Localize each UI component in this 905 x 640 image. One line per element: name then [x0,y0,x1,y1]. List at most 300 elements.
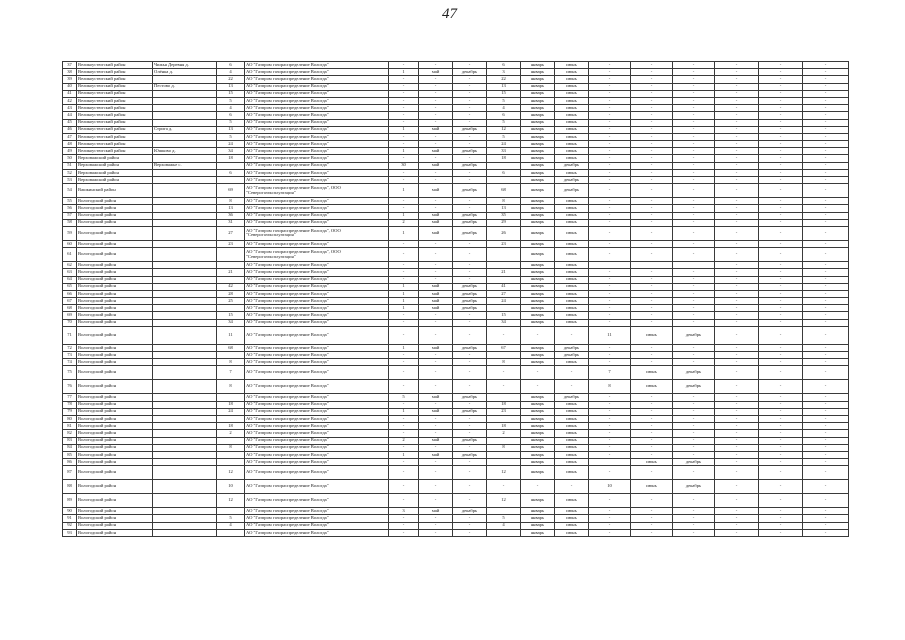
table-row [63,276,849,283]
table-row [63,494,849,508]
col-i-cell: - [673,283,715,290]
table-row [63,352,849,359]
col-l-cell: - [803,444,849,451]
district-cell: Вологодский район [77,262,153,269]
settlement-cell: Пестово д. [153,83,217,90]
count-cell: 68 [217,344,245,351]
col-a-cell: 5 [389,394,419,401]
row-number: 37 [63,62,77,69]
table-row [63,69,849,76]
col-l-cell: - [803,459,849,466]
col-g-cell: - [589,177,631,184]
col-e-cell: январь [521,359,555,366]
col-j-cell: - [715,105,759,112]
col-g-cell: 7 [589,366,631,380]
col-f-cell: июнь [555,269,589,276]
row-number: 73 [63,352,77,359]
col-a-cell: - [389,83,419,90]
settlement-cell [153,198,217,205]
col-i-cell: декабрь [673,326,715,344]
count-cell: 8 [217,359,245,366]
col-l-cell: - [803,380,849,394]
col-j-cell: - [715,283,759,290]
col-e-cell: январь [521,97,555,104]
settlement-cell [153,226,217,240]
col-c-cell: - [453,326,487,344]
col-h-cell: - [631,508,673,515]
row-number: 57 [63,212,77,219]
settlement-cell [153,276,217,283]
col-g-cell: - [589,430,631,437]
col-d-cell: 5 [487,97,521,104]
col-i-cell: - [673,141,715,148]
col-g-cell: 11 [589,326,631,344]
col-g-cell: - [589,119,631,126]
organization-cell: АО "Газпром газораспределение Вологда" [245,69,389,76]
col-e-cell: январь [521,344,555,351]
col-a-cell: 1 [389,408,419,415]
col-d-cell: 67 [487,344,521,351]
district-cell: Великоустюгский район [77,112,153,119]
organization-cell: АО "Газпром газораспределение Вологда" [245,276,389,283]
col-k-cell: - [759,394,803,401]
organization-cell: АО "Газпром газораспределение Вологда" [245,177,389,184]
col-j-cell: - [715,401,759,408]
col-e-cell: - [521,380,555,394]
col-f-cell: декабрь [555,177,589,184]
col-i-cell: - [673,319,715,326]
col-k-cell: - [759,112,803,119]
col-i-cell: - [673,133,715,140]
col-g-cell: - [589,162,631,169]
col-c-cell: - [453,177,487,184]
col-a-cell: - [389,430,419,437]
count-cell: 6 [217,62,245,69]
col-k-cell: - [759,105,803,112]
col-k-cell: - [759,305,803,312]
settlement-cell [153,359,217,366]
col-k-cell: - [759,219,803,226]
district-cell: Великоустюгский район [77,148,153,155]
settlement-cell [153,430,217,437]
col-h-cell: - [631,155,673,162]
col-l-cell: - [803,437,849,444]
col-h-cell: - [631,423,673,430]
count-cell [217,177,245,184]
col-l-cell: - [803,262,849,269]
col-h-cell: - [631,112,673,119]
row-number: 84 [63,444,77,451]
col-f-cell: декабрь [555,352,589,359]
row-number: 63 [63,269,77,276]
table-row [63,522,849,529]
row-number: 91 [63,515,77,522]
table-row [63,90,849,97]
col-c-cell: - [453,515,487,522]
col-d-cell: 22 [487,76,521,83]
col-g-cell: - [589,83,631,90]
row-number: 86 [63,459,77,466]
organization-cell: АО "Газпром газораспределение Вологда" [245,105,389,112]
row-number: 83 [63,437,77,444]
col-i-cell: - [673,415,715,422]
col-c-cell: - [453,240,487,247]
col-i-cell: - [673,198,715,205]
col-l-cell: - [803,119,849,126]
organization-cell: АО "Газпром газораспределение Вологда" [245,298,389,305]
col-b-cell: - [419,177,453,184]
settlement-cell [153,177,217,184]
col-b-cell: - [419,141,453,148]
col-a-cell: - [389,76,419,83]
col-c-cell: - [453,359,487,366]
col-i-cell: - [673,522,715,529]
col-c-cell: - [453,141,487,148]
row-number: 65 [63,283,77,290]
col-k-cell: - [759,430,803,437]
district-cell: Вологодский район [77,319,153,326]
organization-cell: АО "Газпром газораспределение Вологда" [245,148,389,155]
count-cell: 18 [217,155,245,162]
col-d-cell [487,451,521,458]
col-f-cell: декабрь [555,184,589,198]
col-c-cell: - [453,352,487,359]
col-g-cell: - [589,126,631,133]
col-h-cell: июнь [631,480,673,494]
col-g-cell [589,459,631,466]
settlement-cell [153,290,217,297]
col-l-cell: - [803,326,849,344]
col-i-cell: - [673,148,715,155]
district-cell: Верховажский район [77,155,153,162]
table-row [63,466,849,480]
col-k-cell: - [759,344,803,351]
col-l-cell: - [803,451,849,458]
count-cell: 18 [217,423,245,430]
col-l-cell: - [803,148,849,155]
col-l-cell: - [803,366,849,380]
col-c-cell: декабрь [453,219,487,226]
table-row [63,212,849,219]
col-a-cell: - [389,522,419,529]
col-a-cell: 1 [389,305,419,312]
col-b-cell: - [419,352,453,359]
row-number: 85 [63,451,77,458]
col-f-cell: июнь [555,119,589,126]
col-f-cell: июнь [555,430,589,437]
col-e-cell: январь [521,290,555,297]
col-d-cell: 8 [487,359,521,366]
col-e-cell: январь [521,466,555,480]
col-f-cell: июнь [555,529,589,536]
district-cell: Вологодский район [77,276,153,283]
settlement-cell [153,219,217,226]
settlement-cell [153,352,217,359]
col-c-cell: декабрь [453,126,487,133]
col-i-cell: - [673,276,715,283]
col-c-cell: декабрь [453,305,487,312]
col-g-cell: - [589,408,631,415]
col-b-cell: - [419,312,453,319]
col-j-cell: - [715,69,759,76]
organization-cell: АО "Газпром газораспределение Вологда" [245,444,389,451]
col-f-cell: июнь [555,298,589,305]
organization-cell: АО "Газпром газораспределение Вологда" [245,83,389,90]
col-c-cell: - [453,119,487,126]
col-f-cell: июнь [555,248,589,262]
count-cell: 6 [217,112,245,119]
col-e-cell: январь [521,226,555,240]
col-a-cell: - [389,133,419,140]
col-e-cell: январь [521,529,555,536]
count-cell: 27 [217,226,245,240]
count-cell: 4 [217,522,245,529]
col-e-cell: январь [521,262,555,269]
col-h-cell: - [631,451,673,458]
district-cell: Великоустюгский район [77,69,153,76]
col-b-cell: - [419,326,453,344]
col-k-cell: - [759,198,803,205]
col-e-cell: январь [521,198,555,205]
table-row [63,248,849,262]
col-f-cell: июнь [555,401,589,408]
col-e-cell: январь [521,319,555,326]
col-e-cell: январь [521,133,555,140]
col-i-cell: - [673,69,715,76]
col-e-cell: - [521,326,555,344]
col-d-cell [487,177,521,184]
col-k-cell: - [759,380,803,394]
col-b-cell: - [419,262,453,269]
col-j-cell: - [715,319,759,326]
col-i-cell: - [673,508,715,515]
count-cell: 22 [217,76,245,83]
count-cell: 42 [217,283,245,290]
col-i-cell: - [673,312,715,319]
col-h-cell: - [631,177,673,184]
col-b-cell: - [419,169,453,176]
col-c-cell: декабрь [453,451,487,458]
col-h-cell [631,262,673,269]
col-d-cell [487,262,521,269]
col-h-cell: - [631,290,673,297]
col-e-cell: январь [521,155,555,162]
col-l-cell: - [803,133,849,140]
col-i-cell: - [673,177,715,184]
col-c-cell: - [453,90,487,97]
col-c-cell: - [453,522,487,529]
settlement-cell [153,466,217,480]
col-f-cell: июнь [555,515,589,522]
col-g-cell: - [589,423,631,430]
col-j-cell: - [715,437,759,444]
settlement-cell [153,141,217,148]
col-j-cell: - [715,148,759,155]
col-g-cell: - [589,97,631,104]
col-a-cell: 1 [389,126,419,133]
col-i-cell: - [673,205,715,212]
col-c-cell: - [453,83,487,90]
schedule-table-container [62,61,848,537]
col-c-cell: декабрь [453,298,487,305]
col-j-cell: - [715,459,759,466]
col-i-cell: - [673,119,715,126]
settlement-cell [153,480,217,494]
col-j-cell: - [715,451,759,458]
count-cell [217,437,245,444]
settlement-cell [153,90,217,97]
col-g-cell: - [589,90,631,97]
col-h-cell: - [631,444,673,451]
table-body [63,62,849,537]
count-cell: 34 [217,319,245,326]
col-c-cell: - [453,205,487,212]
count-cell: 8 [217,444,245,451]
col-d-cell: 27 [487,290,521,297]
col-d-cell [487,459,521,466]
col-k-cell: - [759,359,803,366]
col-a-cell: - [389,177,419,184]
row-number: 48 [63,141,77,148]
col-d-cell: 21 [487,269,521,276]
table-row [63,112,849,119]
col-k-cell: - [759,298,803,305]
count-cell: 4 [217,69,245,76]
col-h-cell: июнь [631,366,673,380]
col-j-cell: - [715,298,759,305]
col-j-cell: - [715,205,759,212]
row-number: 62 [63,262,77,269]
col-c-cell: - [453,494,487,508]
col-k-cell: - [759,459,803,466]
row-number: 80 [63,415,77,422]
row-number: 39 [63,76,77,83]
col-h-cell: - [631,248,673,262]
col-a-cell: 1 [389,148,419,155]
col-g-cell: - [589,133,631,140]
col-k-cell: - [759,480,803,494]
col-a-cell: - [389,466,419,480]
district-cell: Вологодский район [77,198,153,205]
count-cell: 5 [217,119,245,126]
col-h-cell: - [631,105,673,112]
col-j-cell: - [715,508,759,515]
col-g-cell: - [589,352,631,359]
table-row [63,83,849,90]
row-number: 77 [63,394,77,401]
organization-cell: АО "Газпром газораспределение Вологда", ООО "Северогазэксплуатация" [245,184,389,198]
col-a-cell: - [389,444,419,451]
settlement-cell: Верховажье с. [153,162,217,169]
col-c-cell: - [453,97,487,104]
col-j-cell: - [715,494,759,508]
col-b-cell: - [419,380,453,394]
col-l-cell: - [803,62,849,69]
col-d-cell: 68 [487,184,521,198]
district-cell: Вологодский район [77,423,153,430]
settlement-cell [153,444,217,451]
col-h-cell: - [631,352,673,359]
row-number: 54 [63,184,77,198]
col-d-cell: 18 [487,401,521,408]
organization-cell: АО "Газпром газораспределение Вологда" [245,269,389,276]
district-cell: Вологодский район [77,240,153,247]
col-f-cell: июнь [555,283,589,290]
col-c-cell: - [453,62,487,69]
col-c-cell: - [453,459,487,466]
col-f-cell: июнь [555,408,589,415]
table-row [63,119,849,126]
col-d-cell: 18 [487,155,521,162]
district-cell: Вологодский район [77,508,153,515]
col-d-cell: 6 [487,169,521,176]
col-c-cell: - [453,133,487,140]
row-number: 40 [63,83,77,90]
col-d-cell [487,394,521,401]
col-e-cell: январь [521,508,555,515]
col-e-cell: январь [521,408,555,415]
col-e-cell: январь [521,430,555,437]
count-cell: 12 [217,494,245,508]
col-g-cell: - [589,226,631,240]
col-c-cell: - [453,401,487,408]
col-a-cell: - [389,141,419,148]
col-g-cell: - [589,76,631,83]
district-cell: Вологодский район [77,522,153,529]
col-b-cell: - [419,269,453,276]
col-d-cell: - [487,480,521,494]
row-number: 82 [63,430,77,437]
col-g-cell: - [589,148,631,155]
col-b-cell: май [419,298,453,305]
col-j-cell: - [715,240,759,247]
organization-cell: АО "Газпром газораспределение Вологда" [245,319,389,326]
count-cell: 15 [217,312,245,319]
col-e-cell: январь [521,169,555,176]
organization-cell: АО "Газпром газораспределение Вологда" [245,312,389,319]
count-cell: 11 [217,326,245,344]
col-l-cell: - [803,290,849,297]
table-row [63,312,849,319]
col-j-cell: - [715,344,759,351]
count-cell: 2 [217,430,245,437]
col-i-cell: - [673,515,715,522]
col-i-cell: - [673,212,715,219]
col-h-cell: - [631,90,673,97]
col-b-cell: - [419,112,453,119]
col-b-cell: - [419,76,453,83]
col-g-cell: - [589,312,631,319]
table-row [63,415,849,422]
col-g-cell: - [589,451,631,458]
col-c-cell: - [453,276,487,283]
col-k-cell: - [759,508,803,515]
table-row [63,148,849,155]
col-d-cell: 3 [487,69,521,76]
col-i-cell: - [673,529,715,536]
col-c-cell: - [453,415,487,422]
col-a-cell: 1 [389,451,419,458]
settlement-cell [153,344,217,351]
col-e-cell: январь [521,184,555,198]
col-j-cell: - [715,430,759,437]
col-j-cell: - [715,366,759,380]
col-f-cell: июнь [555,305,589,312]
count-cell [217,262,245,269]
settlement-cell [153,515,217,522]
col-l-cell: - [803,240,849,247]
col-k-cell: - [759,319,803,326]
